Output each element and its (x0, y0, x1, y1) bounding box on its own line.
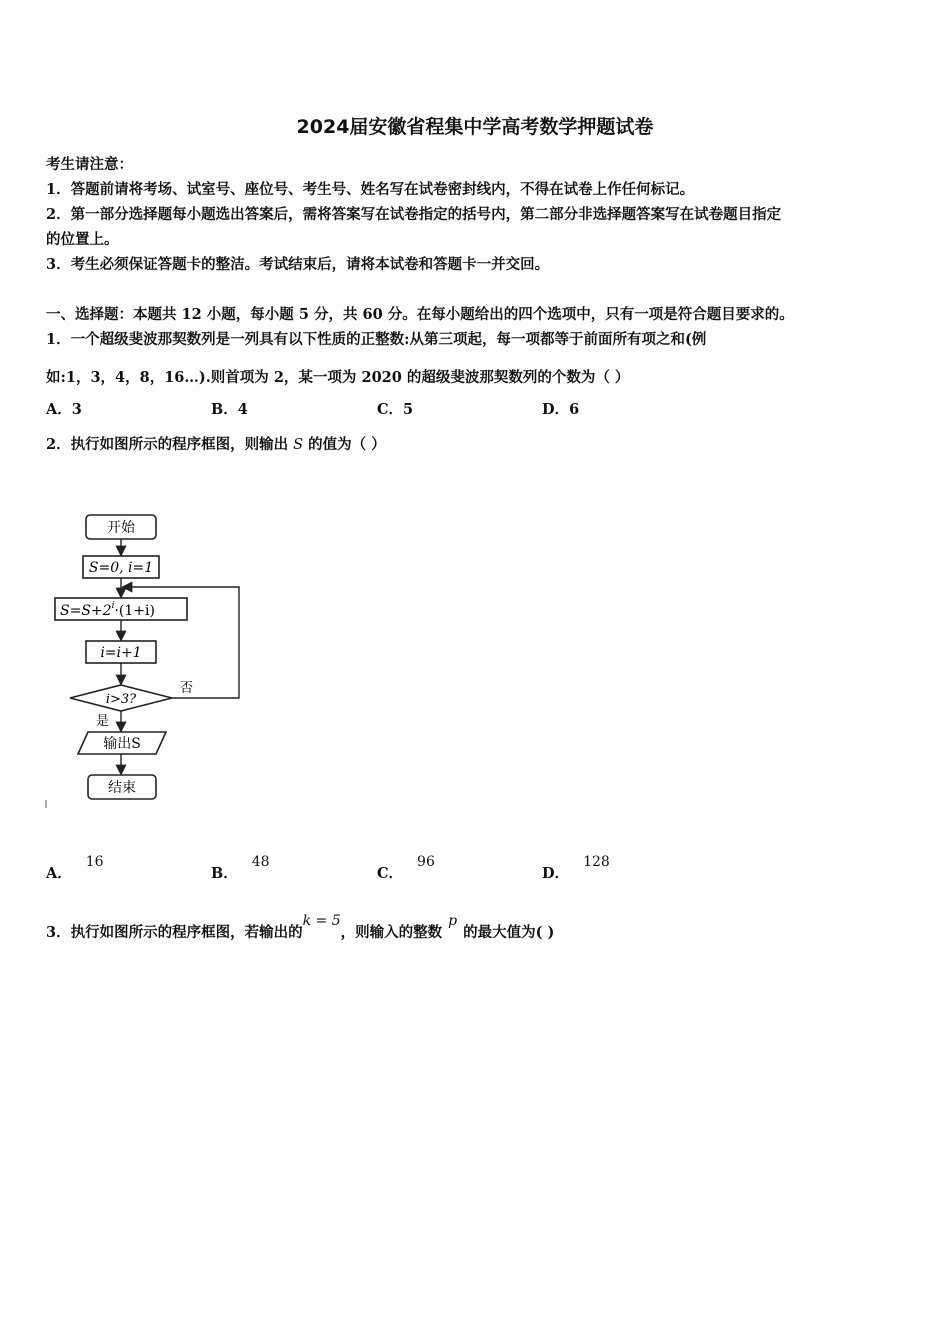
q2-option-value: 16 (85, 854, 104, 870)
flow-incr-text: i=i+1 (100, 645, 142, 661)
q2-var: S (293, 437, 304, 453)
q3-stem (46, 913, 555, 942)
q1-line2: 如:1，3，4，8，16…).则首项为 2，某一项为 2020 的超级斐波那契数列的个数为（ ） (46, 369, 630, 386)
q2-option-value: 128 (583, 854, 610, 870)
q3-middle: ，则输入的整数 (340, 924, 443, 941)
flow-update-tail: ·(1+i) (114, 603, 155, 619)
notice-item: 3．考生必须保证答题卡的整洁。考试结束后，请将本试卷和答题卡一并交回。 (46, 256, 550, 273)
q2-option-label: C． (377, 865, 404, 882)
q2-option-value: 96 (417, 854, 435, 870)
notice-item: 1．答题前请将考场、试室号、座位号、考生号、姓名写在试卷密封线内，不得在试卷上作任何标记。 (46, 181, 695, 198)
q1-line1: 1．一个超级斐波那契数列是一列具有以下性质的正整数:从第三项起，每一项都等于前面所有项之和(例 (46, 331, 707, 348)
flow-cond-text: i>3? (105, 692, 137, 707)
notice-item: 的位置上。 (46, 231, 119, 248)
q1-option-a: A．3 (46, 401, 82, 418)
flow-no-label: 否 (180, 681, 194, 696)
q2-option-d (542, 854, 610, 883)
q2-option-value: 48 (251, 854, 270, 870)
flow-update-text (60, 601, 155, 619)
q2-option-label: A． (46, 865, 72, 882)
flow-init-text: S=0, i=1 (88, 560, 154, 576)
q2-option-a (46, 854, 104, 883)
q3-suffix: 的最大值为( ) (463, 924, 555, 941)
notice-item: 2．第一部分选择题每小题选出答案后，需将答案写在试卷指定的括号内，第二部分非选择题答案写在试卷题目指定 (46, 206, 782, 223)
q2-option-label: B． (211, 865, 238, 882)
q1-option-c: C．5 (377, 401, 414, 418)
page-title: 2024届安徽省程集中学高考数学押题试卷 (296, 116, 654, 138)
q2-option-c (377, 854, 435, 883)
q2-option-b (211, 854, 270, 883)
q3-prefix: 3．执行如图所示的程序框图，若输出的 (46, 924, 303, 941)
q3-math-p: p (448, 913, 458, 929)
q1-option-d: D．6 (542, 401, 580, 418)
notice-heading: 考生请注意： (46, 156, 133, 173)
flow-start-text: 开始 (107, 520, 135, 536)
q3-math-k: k = 5 (302, 913, 341, 929)
flow-end-text: 结束 (108, 780, 136, 796)
q2-suffix: 的值为（ ） (308, 436, 386, 453)
flow-update-exp: i (111, 601, 115, 611)
q1-option-b: B．4 (211, 401, 248, 418)
flowchart (40, 505, 260, 815)
flow-yes-label: 是 (96, 714, 110, 729)
section-heading: 一、选择题：本题共 12 小题，每小题 5 分，共 60 分。在每小题给出的四个选项中，只有一项是符合题目要求的。 (46, 306, 794, 323)
flow-output-text: 输出S (103, 736, 141, 752)
q2-stem (46, 433, 386, 454)
q2-prefix: 2．执行如图所示的程序框图，则输出 (46, 436, 289, 453)
q2-option-label: D． (542, 865, 570, 882)
flow-update-main: S=S+2 (60, 603, 112, 619)
